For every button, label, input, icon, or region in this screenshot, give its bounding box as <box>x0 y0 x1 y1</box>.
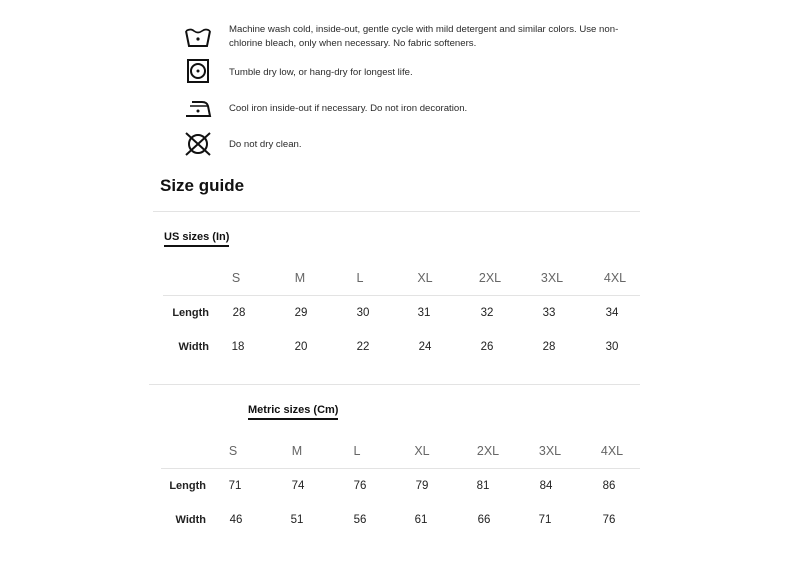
table-cell: 30 <box>356 307 370 319</box>
size-header: 4XL <box>603 271 627 285</box>
table-cell: 86 <box>602 480 616 492</box>
do-not-dry-clean-icon <box>184 130 212 158</box>
us-sizes-label: US sizes (In) <box>164 231 229 247</box>
size-header: 4XL <box>600 444 624 458</box>
table-cell: 31 <box>417 307 431 319</box>
table-cell: 46 <box>229 514 243 526</box>
size-header: XL <box>414 444 430 458</box>
table-cell: 29 <box>294 307 308 319</box>
care-text-wash: Machine wash cold, inside-out, gentle cycle with mild detergent and similar colors. Use non-chlorine bleach, only when necessary. No fabric softeners. <box>229 24 619 49</box>
table-cell: 22 <box>356 341 370 353</box>
row-label-width: Width <box>178 341 209 353</box>
row-label-length: Length <box>169 480 206 492</box>
size-header: L <box>356 271 364 285</box>
table-cell: 32 <box>480 307 494 319</box>
divider <box>153 211 640 212</box>
size-header: 2XL <box>478 271 502 285</box>
table-cell: 30 <box>605 341 619 353</box>
size-header: 2XL <box>476 444 500 458</box>
size-guide-title: Size guide <box>160 176 245 195</box>
table-cell: 61 <box>414 514 428 526</box>
size-header: M <box>294 271 306 285</box>
table-cell: 66 <box>477 514 491 526</box>
table-cell: 76 <box>602 514 616 526</box>
size-header: L <box>353 444 361 458</box>
table-cell: 56 <box>353 514 367 526</box>
size-header: XL <box>417 271 433 285</box>
divider <box>149 384 640 385</box>
row-label-length: Length <box>172 307 209 319</box>
table-cell: 28 <box>542 341 556 353</box>
table-cell: 24 <box>418 341 432 353</box>
table-cell: 18 <box>231 341 245 353</box>
size-header: 3XL <box>540 271 564 285</box>
iron-low-icon <box>184 94 212 122</box>
table-cell: 34 <box>605 307 619 319</box>
tumble-dry-low-icon <box>184 58 212 86</box>
table-cell: 20 <box>294 341 308 353</box>
table-cell: 33 <box>542 307 556 319</box>
size-header: S <box>231 271 241 285</box>
row-label-width: Width <box>175 514 206 526</box>
table-cell: 79 <box>415 480 429 492</box>
machine-wash-cold-icon <box>184 24 212 52</box>
size-header: M <box>291 444 303 458</box>
care-text-iron: Cool iron inside-out if necessary. Do not iron decoration. <box>229 103 468 114</box>
care-text-dryclean: Do not dry clean. <box>229 139 302 150</box>
table-cell: 71 <box>538 514 552 526</box>
table-header-divider <box>161 468 640 469</box>
metric-sizes-label: Metric sizes (Cm) <box>248 404 338 420</box>
table-cell: 28 <box>232 307 246 319</box>
table-cell: 51 <box>290 514 304 526</box>
size-header: 3XL <box>538 444 562 458</box>
table-cell: 71 <box>228 480 242 492</box>
table-cell: 76 <box>353 480 367 492</box>
size-header: S <box>228 444 238 458</box>
care-text-dry: Tumble dry low, or hang-dry for longest life. <box>229 67 413 78</box>
table-cell: 26 <box>480 341 494 353</box>
table-cell: 84 <box>539 480 553 492</box>
table-cell: 74 <box>291 480 305 492</box>
table-header-divider <box>163 295 640 296</box>
table-cell: 81 <box>476 480 490 492</box>
